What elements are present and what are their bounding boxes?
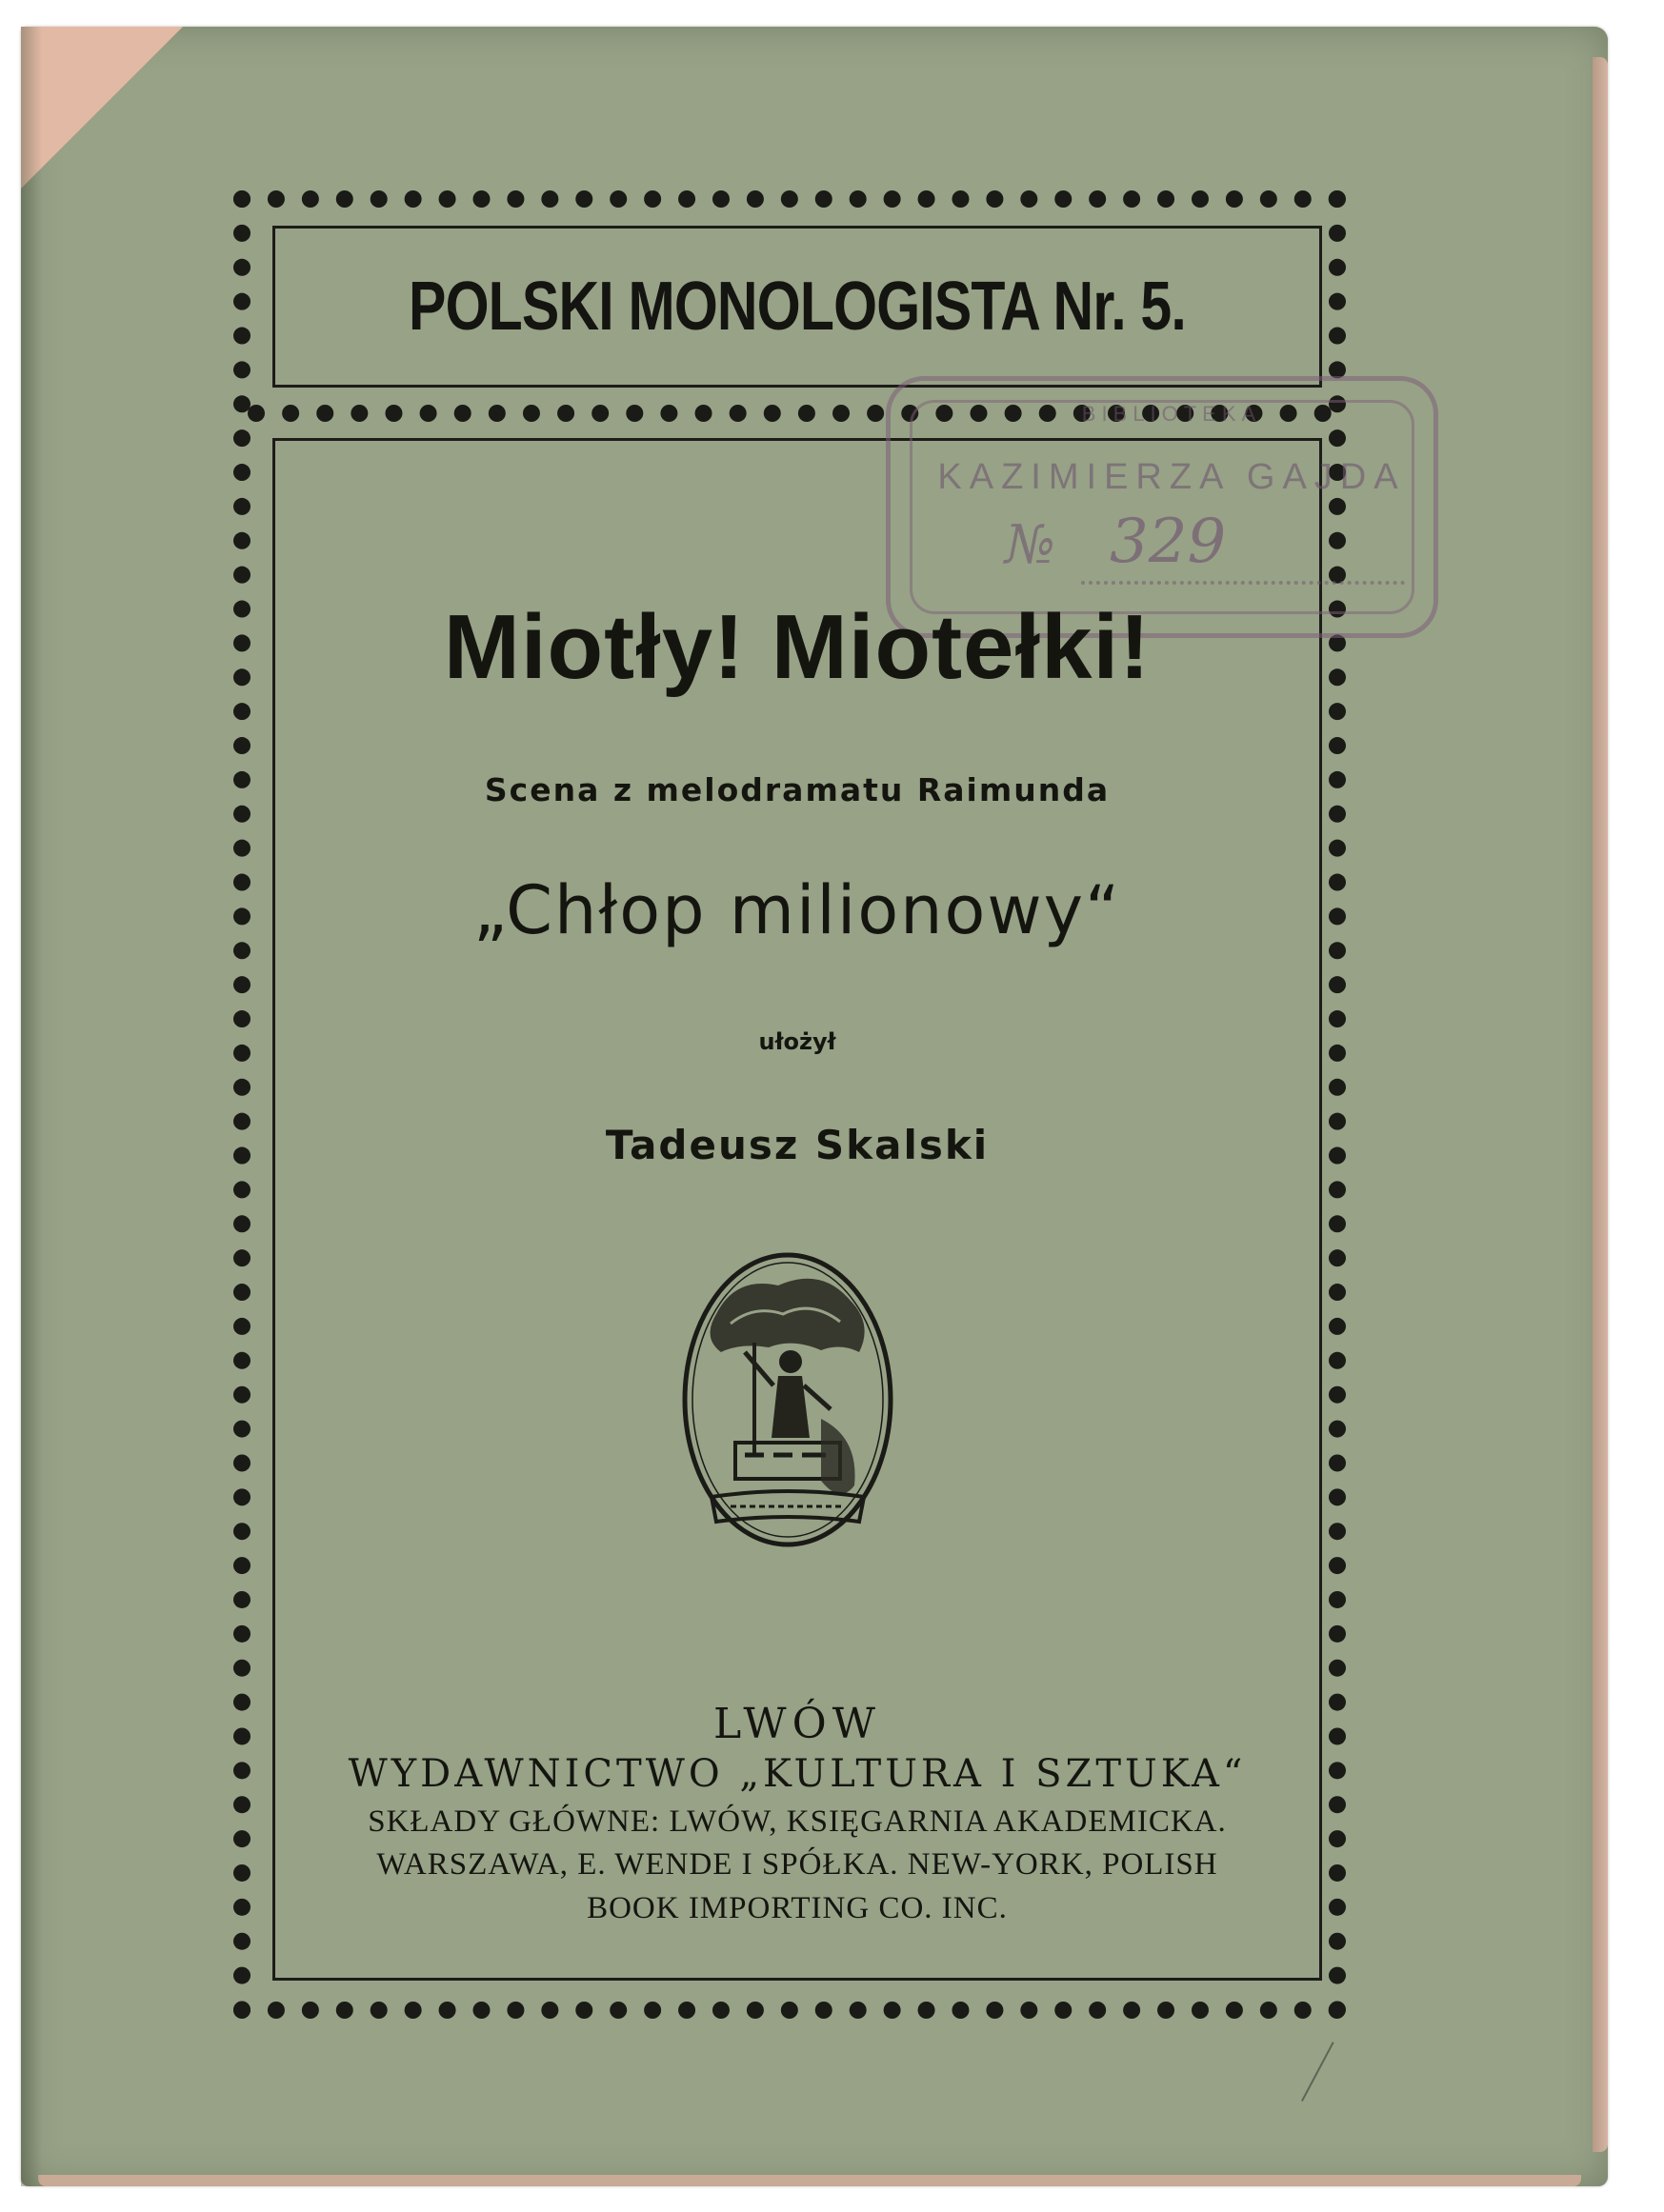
- library-stamp-dotted-line: [1081, 581, 1405, 585]
- play-title: „Chłop milionowy“: [472, 871, 1122, 949]
- publisher-city: LWÓW: [713, 1700, 881, 1748]
- publisher-emblem-icon: [678, 1247, 897, 1552]
- cover-worn-edge-bottom: [38, 2175, 1581, 2186]
- series-title: POLSKI MONOLOGISTA Nr. 5.: [409, 269, 1186, 345]
- work-title: Miotły! Miotełki!: [443, 596, 1152, 698]
- cover-worn-edge-right: [1593, 57, 1608, 2152]
- spine-shadow: [21, 27, 42, 2186]
- torn-corner: [21, 27, 183, 189]
- publisher-name: WYDAWNICTWO „KULTURA I SZTUKA“: [348, 1752, 1247, 1796]
- library-stamp-number: 329: [1110, 507, 1227, 577]
- library-stamp-line1: BIBLIOTEKA: [1081, 402, 1262, 426]
- library-stamp-number-label: №: [1005, 514, 1055, 576]
- library-stamp-owner: KAZIMIERZA GAJDA: [937, 457, 1406, 497]
- publisher-distribution-line3: BOOK IMPORTING CO. INC.: [587, 1891, 1008, 1925]
- arranged-by-label: ułożył: [758, 1028, 836, 1055]
- publisher-distribution-line1: SKŁADY GŁÓWNE: LWÓW, KSIĘGARNIA AKADEMICKA.: [368, 1804, 1227, 1839]
- work-subtitle: Scena z melodramatu Raimunda: [484, 771, 1111, 808]
- author-name: Tadeusz Skalski: [605, 1122, 990, 1168]
- publisher-distribution-line2: WARSZAWA, E. WENDE I SPÓŁKA. NEW-YORK, POLISH: [376, 1847, 1218, 1882]
